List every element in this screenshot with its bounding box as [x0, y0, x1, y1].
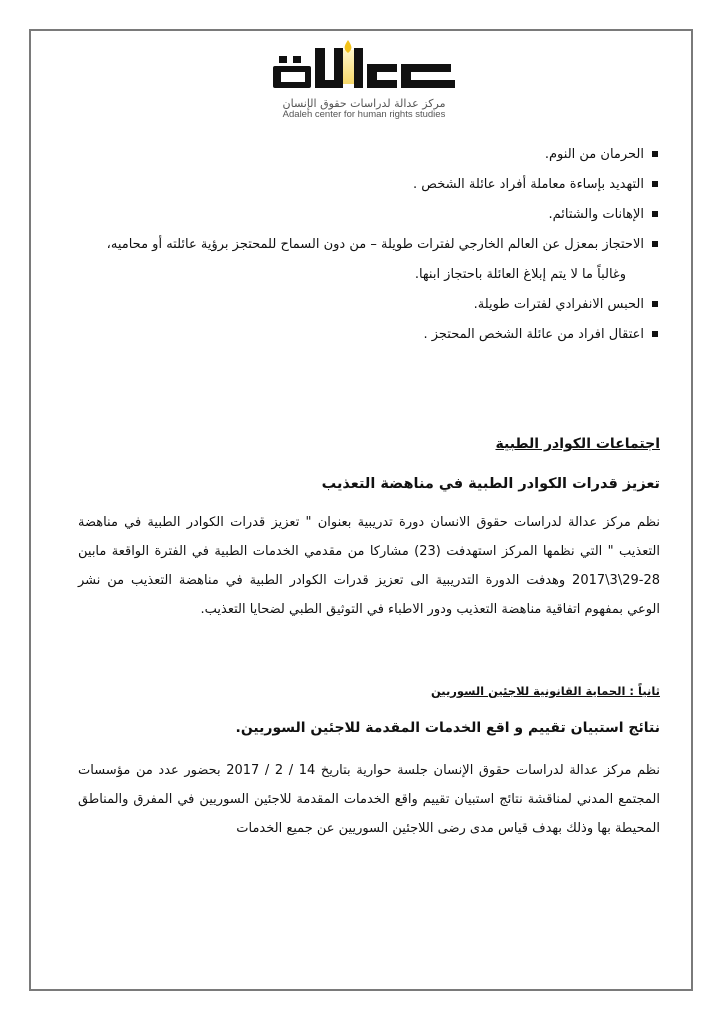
- logo-mark-icon: [270, 38, 455, 96]
- list-item-text: التهديد بإساءة معاملة أفراد عائلة الشخص .: [413, 177, 644, 192]
- list-item: [78, 230, 660, 290]
- list-item-text: الاحتجاز بمعزل عن العالم الخارجي لفترات طويلة – من دون السماح للمحتجز برؤية عائلته أو محاميه،: [106, 237, 644, 252]
- section2-paragraph: نظم مركز عدالة لدراسات حقوق الإنسان جلسة حوارية بتاريخ 14 / 2 / 2017 بحضور عدد من مؤسسات المجتمع المدني لمناقشة نتائج استبيان تقييم واقع الخدمات المقدمة للاجئين السوريين في المفرق والمناطق المحيطة بها وذلك بهدف قياس مدى رضى اللاجئين السوريين عن جميع الخدمات: [78, 763, 660, 836]
- list-item: [78, 200, 660, 230]
- list-item-text: اعتقال افراد من عائلة الشخص المحتجز .: [423, 327, 644, 342]
- section2-subheading: نتائج استبيان تقييم و اقع الخدمات المقدمة للاجئين السوريين.: [235, 720, 660, 736]
- list-item: [78, 320, 660, 350]
- bullet-square-icon: [652, 241, 658, 247]
- list-item: [78, 290, 660, 320]
- list-item: [78, 170, 660, 200]
- bullet-square-icon: [652, 181, 658, 187]
- list-item: [78, 140, 660, 170]
- section1-paragraph: نظم مركز عدالة لدراسات حقوق الانسان دورة تدريبية بعنوان " تعزيز قدرات الكوادر الطبية في مناهضة التعذيب " التي نظمها المركز استهدفت (23) مشاركا من مقدمي الخدمات الطبية في الفترة الواقعة مابين 28-29\3\2017 وهدفت الدورة التدريبية الى تعزيز قدرات الكوادر الطبية في مناهضة التعذيب من نشر الوعي بمفهوم اتفاقية مناهضة التعذيب ودور الاطباء في التوثيق الطبي لضحايا التعذيب.: [78, 515, 661, 617]
- candle-glow: [343, 50, 354, 84]
- bullet-square-icon: [652, 301, 658, 307]
- logo-subtitle-en: Adaleh center for human rights studies: [282, 109, 446, 120]
- bullet-square-icon: [652, 211, 658, 217]
- bullet-square-icon: [652, 151, 658, 157]
- section2-heading: ثانياً : الحماية القانونية للاجئين السوريين: [430, 684, 660, 698]
- adaleh-logo: [270, 38, 455, 118]
- list-item-text: الحبس الانفرادي لفترات طويلة.: [473, 297, 644, 312]
- bullet-list: [78, 140, 660, 350]
- list-item-text: الإهانات والشتائم.: [548, 207, 644, 222]
- bullet-square-icon: [652, 331, 658, 337]
- list-item-text: الحرمان من النوم.: [544, 147, 644, 162]
- list-item-continuation: وغالباً ما لا يتم إبلاغ العائلة باحتجاز ابنها.: [414, 267, 626, 282]
- section1-subheading: تعزيز قدرات الكوادر الطبية في مناهضة التعذيب: [321, 476, 660, 492]
- section1-heading: اجتماعات الكوادر الطبية: [495, 436, 660, 452]
- logo-subtitle-ar: مركز عدالة لدراسات حقوق الإنسان: [282, 97, 446, 110]
